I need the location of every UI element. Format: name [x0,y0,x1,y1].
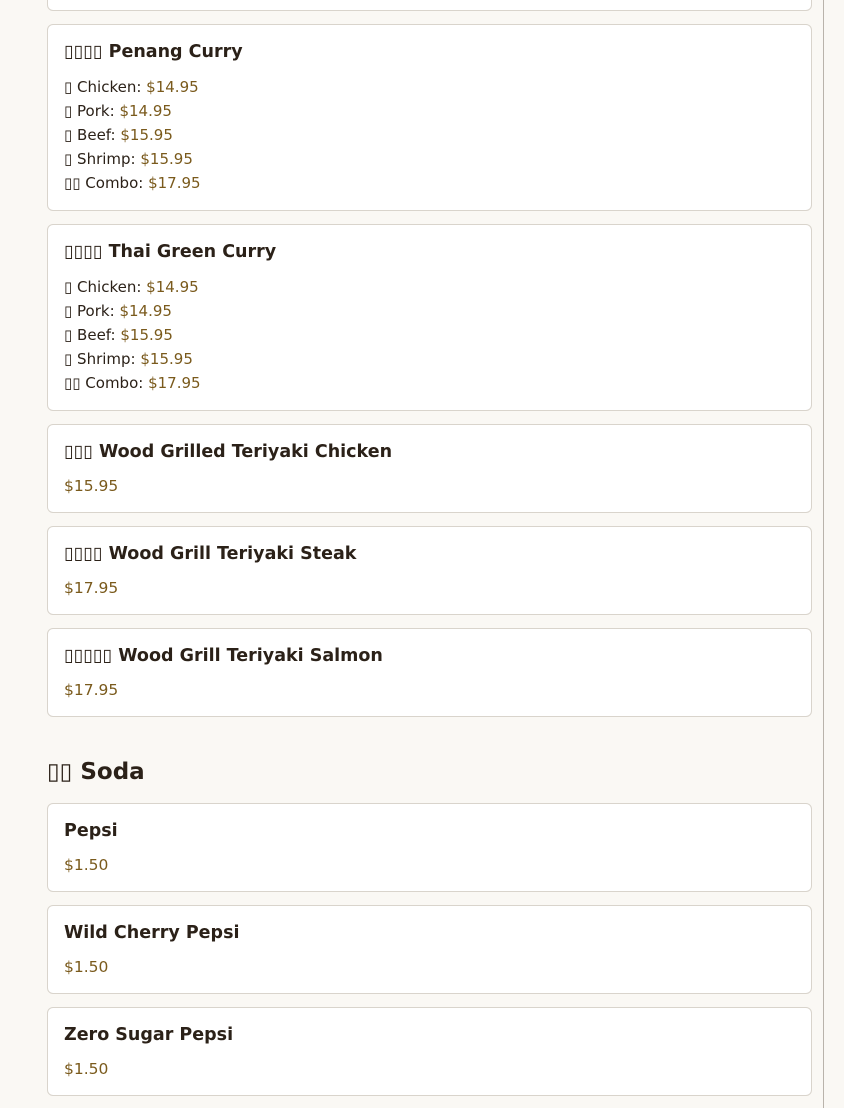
soda-icon: ▯▯ [47,759,73,785]
protein-option: ▯ Beef: $15.95 [64,126,173,144]
menu-item-title: Zero Sugar Pepsi [64,1025,234,1045]
pork-icon: ▯ [64,302,73,320]
chicken-icon: ▯ [64,78,73,96]
menu-item-card[interactable] [47,424,812,513]
menu-item-price: $1.50 [64,958,109,976]
menu-item-title: ▯▯▯▯ Wood Grill Teriyaki Steak [64,544,357,564]
scrollbar[interactable] [823,0,824,1108]
menu-item-price: $1.50 [64,1060,109,1078]
option-price: $14.95 [146,278,199,296]
menu-item-price: $17.95 [64,579,119,597]
combo-icon: ▯▯ [64,174,81,192]
menu-item-card[interactable] [47,224,812,411]
menu-item-price: $15.95 [64,477,119,495]
protein-option: ▯ Chicken: $14.95 [64,78,199,96]
protein-option: ▯ Shrimp: $15.95 [64,350,193,368]
menu-item-title: ▯▯▯▯ Thai Green Curry [64,242,277,262]
menu-item-title: ▯▯▯▯▯ Wood Grill Teriyaki Salmon [64,646,383,666]
option-price: $15.95 [140,150,193,168]
menu-item-title: ▯▯▯▯ Penang Curry [64,42,243,62]
option-price: $15.95 [140,350,193,368]
menu-item-card[interactable] [47,628,812,717]
option-price: $17.95 [148,374,201,392]
item-emoji-icon: ▯▯▯ [64,442,93,462]
option-price: $15.95 [120,126,173,144]
option-price: $15.95 [120,326,173,344]
protein-option: ▯ Pork: $14.95 [64,102,172,120]
protein-option: ▯▯ Combo: $17.95 [64,174,201,192]
protein-option: ▯ Beef: $15.95 [64,326,173,344]
shrimp-icon: ▯ [64,150,73,168]
option-price: $14.95 [119,102,172,120]
menu-item-price: $17.95 [64,681,119,699]
chicken-icon: ▯ [64,278,73,296]
option-price: $14.95 [119,302,172,320]
menu-item-title: Pepsi [64,821,118,841]
protein-option: ▯▯ Combo: $17.95 [64,374,201,392]
item-emoji-icon: ▯▯▯▯ [64,242,103,262]
protein-option: ▯ Pork: $14.95 [64,302,172,320]
menu-item-card[interactable] [47,24,812,211]
menu-item-card[interactable] [47,526,812,615]
option-price: $17.95 [148,174,201,192]
menu-item-card[interactable] [47,0,812,11]
menu-item-title: Wild Cherry Pepsi [64,923,240,943]
item-emoji-icon: ▯▯▯▯ [64,544,103,564]
combo-icon: ▯▯ [64,374,81,392]
protein-option: ▯ Chicken: $14.95 [64,278,199,296]
menu-item-card[interactable] [47,803,812,892]
menu-item-price: $1.50 [64,856,109,874]
item-emoji-icon: ▯▯▯▯▯ [64,646,113,666]
menu-item-card[interactable] [47,905,812,994]
menu-item-title: ▯▯▯ Wood Grilled Teriyaki Chicken [64,442,393,462]
option-price: $14.95 [146,78,199,96]
menu-item-card[interactable] [47,1007,812,1096]
beef-icon: ▯ [64,326,73,344]
protein-option: ▯ Shrimp: $15.95 [64,150,193,168]
menu-content [47,0,812,1108]
pork-icon: ▯ [64,102,73,120]
beef-icon: ▯ [64,126,73,144]
shrimp-icon: ▯ [64,350,73,368]
item-emoji-icon: ▯▯▯▯ [64,42,103,62]
section-heading-soda: ▯▯ Soda [47,759,145,785]
